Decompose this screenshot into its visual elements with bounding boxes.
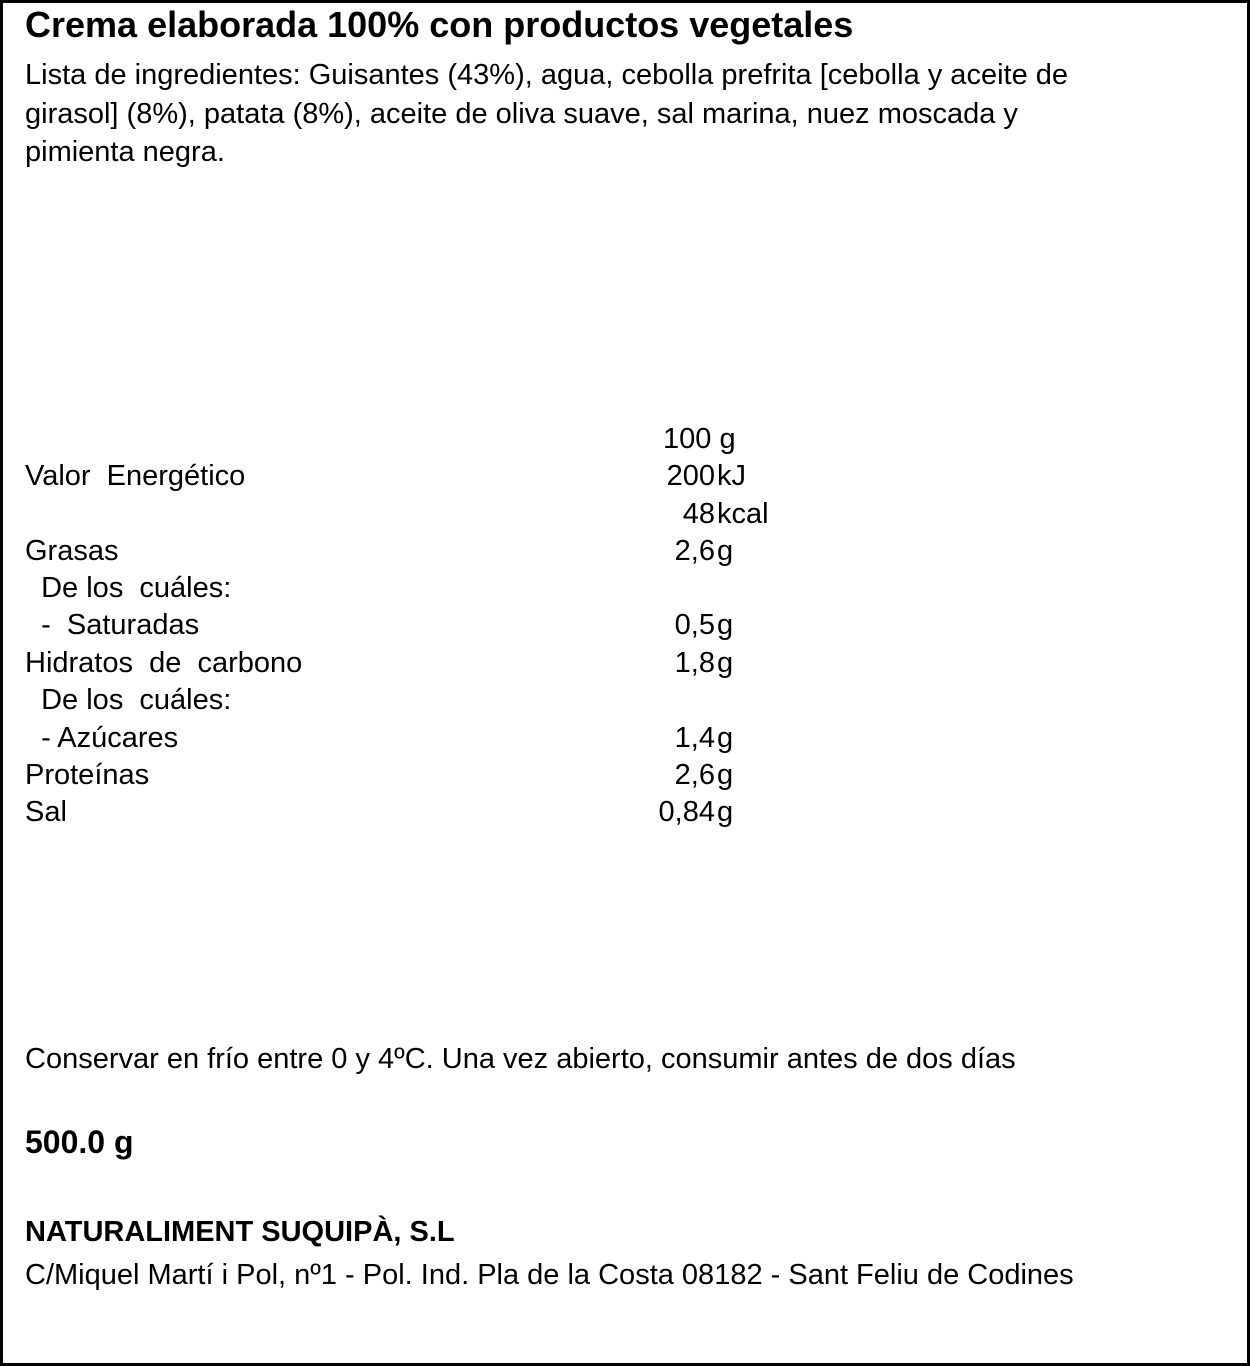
nutrient-label: Grasas: [25, 535, 119, 567]
ingredients-list: [25, 56, 1225, 172]
nutrient-label: - Saturadas: [25, 609, 200, 641]
nutrition-row: [0, 532, 1250, 570]
ingredients-line: girasol] (8%), patata (8%), aceite de oliva suave, sal marina, nuez moscada y: [25, 97, 1018, 130]
net-weight: 500.0 g: [25, 1124, 134, 1160]
nutrient-label: Proteínas: [25, 759, 150, 791]
nutrient-unit: g: [717, 796, 734, 828]
nutrition-row: [0, 606, 1250, 644]
nutrient-unit: g: [717, 647, 734, 679]
nutrient-value: 1,8: [674, 647, 715, 679]
nutrition-row: [0, 719, 1250, 757]
nutrient-value: 48: [682, 498, 715, 530]
nutrient-unit: g: [717, 759, 734, 791]
nutrient-label: Hidratos de carbono: [25, 647, 303, 679]
nutrient-unit: g: [717, 722, 734, 754]
nutrient-unit: g: [717, 609, 734, 641]
nutrient-label: - Azúcares: [25, 722, 179, 754]
nutrition-row: [0, 644, 1250, 682]
nutrient-label: De los cuáles:: [25, 572, 232, 604]
nutrient-unit: g: [717, 535, 734, 567]
nutrient-value: 1,4: [674, 722, 715, 754]
nutrition-row: [0, 793, 1250, 831]
nutrition-header-row: [0, 420, 1250, 458]
nutrient-unit: kJ: [717, 460, 746, 492]
company-address: C/Miquel Martí i Pol, nº1 - Pol. Ind. Pla de la Costa 08182 - Sant Feliu de Codines: [25, 1259, 1074, 1291]
ingredients-line: Lista de ingredientes: Guisantes (43%), agua, cebolla prefrita [cebolla y aceite de: [25, 59, 1069, 91]
storage-instructions: Conservar en frío entre 0 y 4ºC. Una vez abierto, consumir antes de dos días: [25, 1043, 1016, 1075]
nutrient-label: De los cuáles:: [25, 684, 232, 716]
nutrient-value: 2,6: [674, 759, 715, 791]
nutrient-label: Valor Energético: [25, 460, 246, 492]
nutrient-unit: kcal: [717, 498, 769, 530]
nutrition-column-header: 100 g: [663, 423, 736, 455]
nutrition-row: [0, 495, 1250, 533]
nutrient-value: 0,84: [658, 796, 715, 828]
product-title: Crema elaborada 100% con productos vegetales: [25, 4, 854, 45]
nutrient-value: 2,6: [674, 535, 715, 567]
company-name: NATURALIMENT SUQUIPÀ, S.L: [25, 1216, 455, 1248]
nutrition-row: [0, 457, 1250, 495]
ingredients-line: pimienta negra.: [25, 136, 225, 168]
nutrient-value: 0,5: [674, 609, 715, 641]
nutrition-row: [0, 681, 1250, 719]
nutrition-row: [0, 569, 1250, 607]
nutrient-value: 200: [666, 460, 715, 492]
nutrition-row: [0, 756, 1250, 794]
nutrient-label: Sal: [25, 796, 67, 828]
